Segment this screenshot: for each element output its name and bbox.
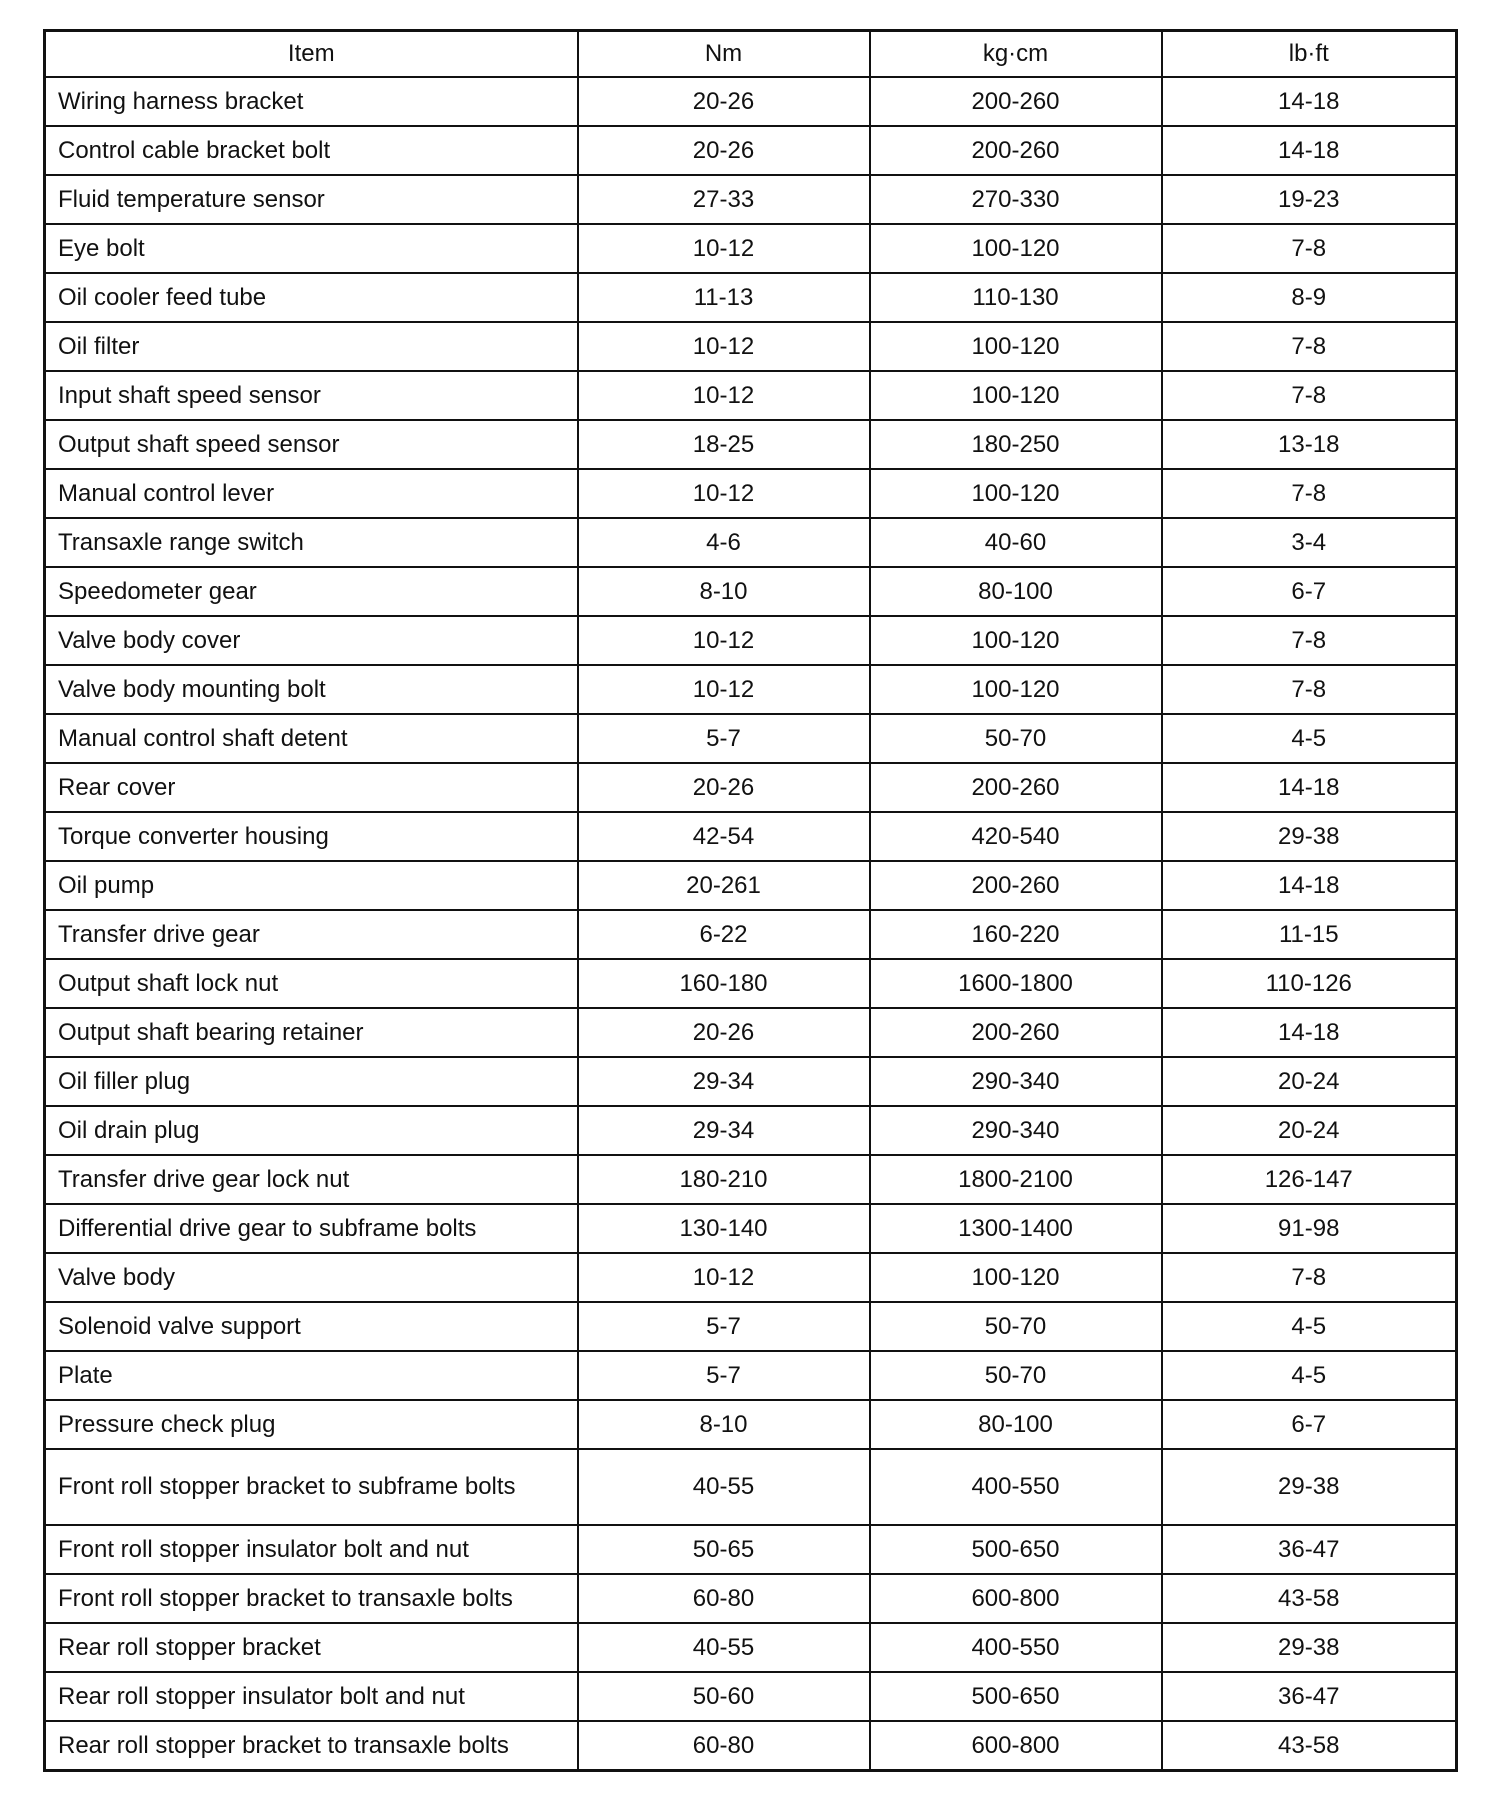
column-header-nm: Nm [578, 31, 870, 78]
lbft-cell: 6-7 [1162, 1400, 1457, 1449]
item-cell: Control cable bracket bolt [45, 126, 578, 175]
nm-cell: 50-65 [578, 1525, 870, 1574]
kgcm-cell: 100-120 [870, 665, 1162, 714]
item-cell: Manual control lever [45, 469, 578, 518]
kgcm-cell: 50-70 [870, 1351, 1162, 1400]
table-row [45, 1302, 1457, 1351]
kgcm-cell: 290-340 [870, 1057, 1162, 1106]
table-header [45, 31, 1457, 78]
table-row [45, 763, 1457, 812]
table-row [45, 1008, 1457, 1057]
item-cell: Input shaft speed sensor [45, 371, 578, 420]
kgcm-cell: 270-330 [870, 175, 1162, 224]
lbft-cell: 36-47 [1162, 1672, 1457, 1721]
nm-cell: 20-261 [578, 861, 870, 910]
lbft-cell: 7-8 [1162, 469, 1457, 518]
kgcm-cell: 400-550 [870, 1623, 1162, 1672]
kgcm-cell: 100-120 [870, 371, 1162, 420]
nm-cell: 18-25 [578, 420, 870, 469]
nm-cell: 20-26 [578, 126, 870, 175]
item-cell: Plate [45, 1351, 578, 1400]
table-row [45, 1400, 1457, 1449]
lbft-cell: 14-18 [1162, 763, 1457, 812]
nm-cell: 27-33 [578, 175, 870, 224]
lbft-cell: 29-38 [1162, 812, 1457, 861]
lbft-cell: 7-8 [1162, 665, 1457, 714]
nm-cell: 8-10 [578, 567, 870, 616]
table-row [45, 420, 1457, 469]
lbft-cell: 14-18 [1162, 1008, 1457, 1057]
item-cell: Solenoid valve support [45, 1302, 578, 1351]
nm-cell: 10-12 [578, 616, 870, 665]
table-row [45, 273, 1457, 322]
item-cell: Wiring harness bracket [45, 77, 578, 126]
lbft-cell: 13-18 [1162, 420, 1457, 469]
table-row [45, 959, 1457, 1008]
column-header-item: Item [45, 31, 578, 78]
kgcm-cell: 80-100 [870, 567, 1162, 616]
column-header-lbft: lb·ft [1162, 31, 1457, 78]
item-cell: Oil drain plug [45, 1106, 578, 1155]
nm-cell: 10-12 [578, 665, 870, 714]
item-cell: Rear roll stopper insulator bolt and nut [45, 1672, 578, 1721]
kgcm-cell: 110-130 [870, 273, 1162, 322]
table-row [45, 1672, 1457, 1721]
table-row [45, 77, 1457, 126]
lbft-cell: 29-38 [1162, 1449, 1457, 1525]
lbft-cell: 3-4 [1162, 518, 1457, 567]
nm-cell: 130-140 [578, 1204, 870, 1253]
table-row [45, 1721, 1457, 1771]
nm-cell: 11-13 [578, 273, 870, 322]
kgcm-cell: 200-260 [870, 861, 1162, 910]
lbft-cell: 20-24 [1162, 1057, 1457, 1106]
item-cell: Speedometer gear [45, 567, 578, 616]
lbft-cell: 20-24 [1162, 1106, 1457, 1155]
header-row [45, 31, 1457, 78]
table-row [45, 665, 1457, 714]
nm-cell: 29-34 [578, 1106, 870, 1155]
table-row [45, 616, 1457, 665]
table-row [45, 910, 1457, 959]
item-cell: Oil filler plug [45, 1057, 578, 1106]
lbft-cell: 8-9 [1162, 273, 1457, 322]
kgcm-cell: 50-70 [870, 714, 1162, 763]
nm-cell: 10-12 [578, 322, 870, 371]
item-cell: Transfer drive gear [45, 910, 578, 959]
table-row [45, 322, 1457, 371]
item-cell: Rear roll stopper bracket to transaxle bolts [45, 1721, 578, 1771]
lbft-cell: 91-98 [1162, 1204, 1457, 1253]
lbft-cell: 110-126 [1162, 959, 1457, 1008]
kgcm-cell: 80-100 [870, 1400, 1162, 1449]
item-cell: Rear cover [45, 763, 578, 812]
item-cell: Transfer drive gear lock nut [45, 1155, 578, 1204]
item-cell: Manual control shaft detent [45, 714, 578, 763]
lbft-cell: 14-18 [1162, 861, 1457, 910]
table-row [45, 1525, 1457, 1574]
item-cell: Torque converter housing [45, 812, 578, 861]
item-cell: Oil pump [45, 861, 578, 910]
kgcm-cell: 1300-1400 [870, 1204, 1162, 1253]
lbft-cell: 11-15 [1162, 910, 1457, 959]
kgcm-cell: 400-550 [870, 1449, 1162, 1525]
item-cell: Differential drive gear to subframe bolts [45, 1204, 578, 1253]
table-row [45, 1623, 1457, 1672]
lbft-cell: 19-23 [1162, 175, 1457, 224]
nm-cell: 6-22 [578, 910, 870, 959]
nm-cell: 5-7 [578, 1351, 870, 1400]
item-cell: Output shaft speed sensor [45, 420, 578, 469]
item-cell: Output shaft bearing retainer [45, 1008, 578, 1057]
nm-cell: 4-6 [578, 518, 870, 567]
lbft-cell: 7-8 [1162, 1253, 1457, 1302]
nm-cell: 10-12 [578, 469, 870, 518]
item-cell: Eye bolt [45, 224, 578, 273]
table-row [45, 812, 1457, 861]
lbft-cell: 14-18 [1162, 77, 1457, 126]
kgcm-cell: 1600-1800 [870, 959, 1162, 1008]
nm-cell: 60-80 [578, 1574, 870, 1623]
torque-spec-table-container [43, 29, 1455, 1772]
table-row [45, 175, 1457, 224]
lbft-cell: 43-58 [1162, 1574, 1457, 1623]
table-row [45, 1057, 1457, 1106]
item-cell: Rear roll stopper bracket [45, 1623, 578, 1672]
table-row [45, 371, 1457, 420]
column-header-kgcm: kg·cm [870, 31, 1162, 78]
nm-cell: 20-26 [578, 77, 870, 126]
table-body [45, 77, 1457, 1771]
kgcm-cell: 1800-2100 [870, 1155, 1162, 1204]
lbft-cell: 4-5 [1162, 1351, 1457, 1400]
kgcm-cell: 200-260 [870, 1008, 1162, 1057]
nm-cell: 60-80 [578, 1721, 870, 1771]
lbft-cell: 7-8 [1162, 616, 1457, 665]
nm-cell: 50-60 [578, 1672, 870, 1721]
item-cell: Oil filter [45, 322, 578, 371]
kgcm-cell: 290-340 [870, 1106, 1162, 1155]
lbft-cell: 6-7 [1162, 567, 1457, 616]
item-cell: Output shaft lock nut [45, 959, 578, 1008]
item-cell: Front roll stopper insulator bolt and nut [45, 1525, 578, 1574]
kgcm-cell: 600-800 [870, 1574, 1162, 1623]
item-cell: Fluid temperature sensor [45, 175, 578, 224]
lbft-cell: 126-147 [1162, 1155, 1457, 1204]
lbft-cell: 29-38 [1162, 1623, 1457, 1672]
kgcm-cell: 100-120 [870, 322, 1162, 371]
nm-cell: 20-26 [578, 1008, 870, 1057]
kgcm-cell: 500-650 [870, 1672, 1162, 1721]
item-cell: Valve body mounting bolt [45, 665, 578, 714]
item-cell: Transaxle range switch [45, 518, 578, 567]
item-cell: Front roll stopper bracket to subframe bolts [45, 1449, 578, 1525]
lbft-cell: 7-8 [1162, 322, 1457, 371]
nm-cell: 42-54 [578, 812, 870, 861]
nm-cell: 10-12 [578, 371, 870, 420]
item-cell: Pressure check plug [45, 1400, 578, 1449]
kgcm-cell: 100-120 [870, 469, 1162, 518]
nm-cell: 160-180 [578, 959, 870, 1008]
item-cell: Front roll stopper bracket to transaxle bolts [45, 1574, 578, 1623]
table-row [45, 714, 1457, 763]
table-row [45, 861, 1457, 910]
kgcm-cell: 500-650 [870, 1525, 1162, 1574]
kgcm-cell: 180-250 [870, 420, 1162, 469]
kgcm-cell: 200-260 [870, 126, 1162, 175]
kgcm-cell: 160-220 [870, 910, 1162, 959]
table-row [45, 567, 1457, 616]
kgcm-cell: 420-540 [870, 812, 1162, 861]
table-row [45, 224, 1457, 273]
table-row [45, 1351, 1457, 1400]
nm-cell: 10-12 [578, 224, 870, 273]
table-row [45, 469, 1457, 518]
kgcm-cell: 600-800 [870, 1721, 1162, 1771]
lbft-cell: 4-5 [1162, 1302, 1457, 1351]
nm-cell: 5-7 [578, 714, 870, 763]
kgcm-cell: 100-120 [870, 1253, 1162, 1302]
nm-cell: 8-10 [578, 1400, 870, 1449]
lbft-cell: 14-18 [1162, 126, 1457, 175]
nm-cell: 5-7 [578, 1302, 870, 1351]
kgcm-cell: 200-260 [870, 77, 1162, 126]
nm-cell: 10-12 [578, 1253, 870, 1302]
table-row [45, 1449, 1457, 1525]
nm-cell: 180-210 [578, 1155, 870, 1204]
table-row [45, 1204, 1457, 1253]
item-cell: Valve body cover [45, 616, 578, 665]
table-row [45, 126, 1457, 175]
table-row [45, 1574, 1457, 1623]
lbft-cell: 43-58 [1162, 1721, 1457, 1771]
table-row [45, 518, 1457, 567]
table-row [45, 1106, 1457, 1155]
lbft-cell: 7-8 [1162, 224, 1457, 273]
torque-spec-table [43, 29, 1458, 1772]
kgcm-cell: 50-70 [870, 1302, 1162, 1351]
kgcm-cell: 100-120 [870, 616, 1162, 665]
item-cell: Valve body [45, 1253, 578, 1302]
lbft-cell: 36-47 [1162, 1525, 1457, 1574]
nm-cell: 40-55 [578, 1623, 870, 1672]
kgcm-cell: 200-260 [870, 763, 1162, 812]
lbft-cell: 4-5 [1162, 714, 1457, 763]
item-cell: Oil cooler feed tube [45, 273, 578, 322]
lbft-cell: 7-8 [1162, 371, 1457, 420]
table-row [45, 1155, 1457, 1204]
kgcm-cell: 40-60 [870, 518, 1162, 567]
table-row [45, 1253, 1457, 1302]
nm-cell: 29-34 [578, 1057, 870, 1106]
nm-cell: 20-26 [578, 763, 870, 812]
kgcm-cell: 100-120 [870, 224, 1162, 273]
nm-cell: 40-55 [578, 1449, 870, 1525]
